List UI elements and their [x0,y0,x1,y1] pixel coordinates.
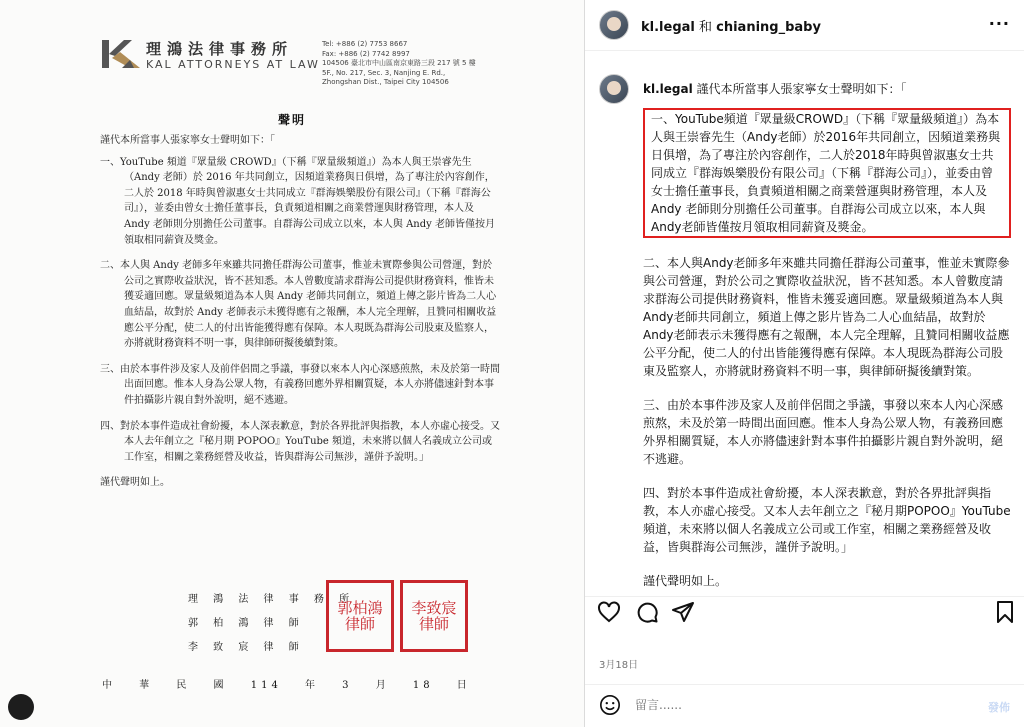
caption-header [643,80,907,97]
document-paragraph: 三、由於本事件涉及家人及前伴侶間之爭議，事發以來本人內心深感煎熬，未及於第一時間出面回應。惟本人身為公眾人物，有義務回應外界相關質疑，本人亦將儘速針對本事件拍攝影片親自對外說明，絕不逃避。 [100,363,500,406]
firm-contact-info: Tel: +886 (2) 7753 8667 Fax: +886 (2) 7742 8997 104506 臺北市中山區南京東路三段 217 號 5 樓 5F., No. 217, Sec. 3, Nanjing E. Rd., Zhongshan Dist., Taipei City 104506 [322,40,476,86]
caption-intro: 謹代本所當事人張家寧女士聲明如下：「 [692,82,907,96]
highlighted-caption-paragraph: 一、YouTube頻道『眾量級CROWD』（下稱『眾量級頻道』）為本人與王崇睿先生（Andy老師）於2016年共同創立，因頻道業務與日俱增，為了專注於內容創作，二人於2018年時與曾淑惠女士共同成立『群海娛樂股份有限公司』（下稱『群海公司』），並委由曾女士擔任董事長，負責頻道相關之商業營運與財務管理，本人及 Andy 老師則分別擔任公司董事。自群海公司成立以來，本人與Andy老師皆僅按月領取相同薪資及獎金。 [643,108,1011,238]
caption-paragraph: 謹代聲明如上。 [643,574,728,588]
post-panel [584,0,1024,727]
document-paragraph: 四、對於本事件造成社會紛擾，本人深表歉意，對於各界批評與指教，本人亦虛心接受。又本人去年創立之『秘月期 POPOO』YouTube 頻道，未來將以個人名義成立公司或工作室，相關之業務經營及收益，皆與群海公司無涉，謹併予說明。」 [100,420,500,463]
like-heart-icon[interactable] [597,600,621,624]
post-authors [641,16,821,35]
document-closing: 謹代聲明如上。 [100,477,170,489]
author-username[interactable]: kl.legal [641,20,695,35]
post-date[interactable]: 3月18日 [599,660,639,671]
document-date: 中 華 民 國 114 年 3 月 18 日 [102,680,471,691]
comment-input[interactable] [635,698,935,712]
coauthor-username[interactable]: chianing_baby [716,20,821,35]
post-caption [643,108,1011,640]
more-options-icon[interactable]: ··· [988,14,1010,33]
caption-avatar[interactable] [599,74,629,104]
signature-lawyer-2: 李 致 宸 律 師 [188,642,305,653]
firm-name-cn: 理鴻法律事務所 [146,40,294,58]
firm-logo-icon [100,38,144,70]
save-bookmark-icon[interactable] [993,600,1017,624]
document-paragraph: 二、本人與 Andy 老師多年來雖共同擔任群海公司董事，惟並未實際參與公司營運，對於公司之實際收益狀況，皆不甚知悉。本人曾數度請求群海公司提供財務資料，惟皆未獲妥適回應。眾量級頻道為本人與 Andy 老師共同創立，頻道上傳之影片皆為二人心血結晶，故對於 Andy 老師表示未獲得應有之報酬，本人完全理解，且贊同相關收益應公平分配，使二人的付出皆能獲得應有保障。本人現既為群海公司股東及監察人，亦將就財務資料不明一事，與律師研擬後續對策。 [100,260,497,350]
signature-lawyer-1: 郭 柏 鴻 律 師 [188,618,305,629]
lawyer-seal-stamp: 郭柏鴻律師 [326,580,394,652]
post-comment-button[interactable]: 發佈 [988,701,1010,714]
share-icon[interactable] [671,600,695,624]
threads-icon[interactable] [8,694,34,720]
avatar[interactable] [599,10,629,40]
document-intro: 謹代本所當事人張家寧女士聲明如下：「 [100,135,275,146]
caption-username[interactable]: kl.legal [643,82,693,96]
caption-paragraph: 四、對於本事件造成社會紛擾，本人深表歉意，對於各界批評與指教，本人亦虛心接受。又本人去年創立之『秘月期POPOO』YouTube頻道，未來將以個人名義成立公司或工作室，相關之業務經營及收益，皆與群海公司無涉，謹併予說明。」 [643,486,1011,554]
emoji-icon[interactable] [599,694,621,716]
document-paragraph: 一、YouTube 頻道『眾量級 CROWD』（下稱『眾量級頻道』）為本人與王崇睿先生（Andy 老師）於 2016 年共同創立，因頻道業務與日俱增，為了專注於內容創作，二人於 2018 年時與曾淑惠女士共同成立『群海娛樂股份有限公司』（下稱『群海公司』），並委由曾女士擔任董事長，負責頻道相關之商業營運與財務管理，本人及 Andy 老師則分別擔任公司董事。自群海公司成立以來，本人與 Andy 老師皆僅按月領取相同薪資及獎金。 [100,156,495,246]
lawyer-seal-stamp: 李致宸律師 [400,580,468,652]
comment-icon[interactable] [635,600,659,624]
author-conjunction: 和 [694,20,717,35]
signature-firm: 理 鴻 法 律 事 務 所 [188,594,356,605]
post-header [585,0,1024,51]
caption-paragraph: 三、由於本事件涉及家人及前伴侶間之爭議，事發以來本人內心深感煎熬，未及於第一時間出面回應。惟本人身為公眾人物，有義務回應外界相關質疑，本人亦將儘速針對本事件拍攝影片親自對外說明，絕不逃避。 [643,398,1004,466]
document-body [100,133,500,501]
document-title: 聲明 [277,113,306,127]
caption-paragraph: 二、本人與Andy老師多年來雖共同擔任群海公司董事，惟並未實際參與公司營運，對於公司之實際收益狀況，皆不甚知悉。本人曾數度請求群海公司提供財務資料，惟皆未獲妥適回應。眾量級頻道為本人與Andy老師共同創立，頻道上傳之影片皆為二人心血結晶，故對於Andy老師表示未獲得應有之報酬，本人完全理解，且贊同相關收益應公平分配，使二人的付出皆能獲得應有保障。本人現既為群海公司股東及監察人，亦將就財務資料不明一事，與律師研擬後續對策。 [643,256,1010,378]
firm-name-en: KAL ATTORNEYS AT LAW [146,58,320,71]
